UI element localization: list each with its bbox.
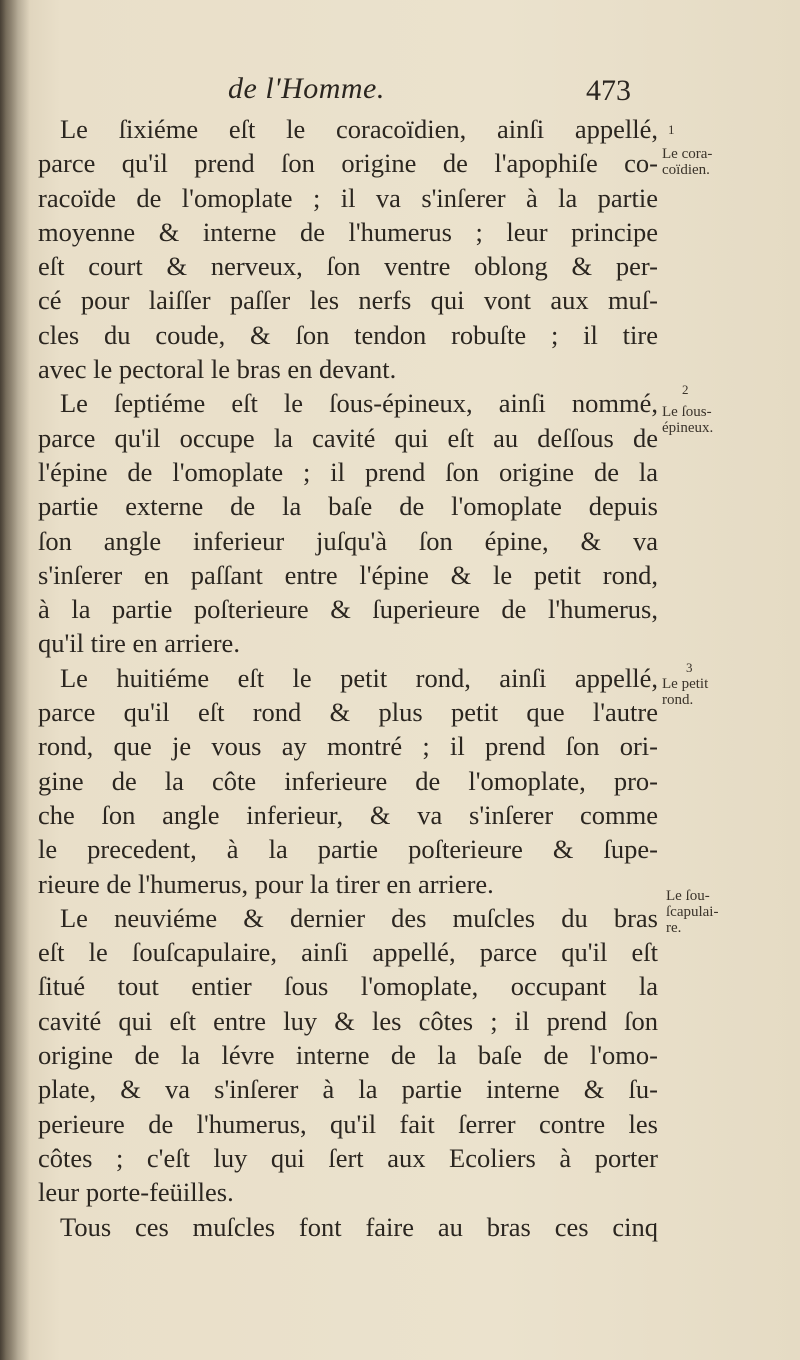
body-text <box>38 112 658 1244</box>
text-line: rond, que je vous ay montré ; il prend ſon ori- <box>38 731 658 762</box>
text-line: parce qu'il eſt rond & plus petit que l'autre <box>38 697 658 728</box>
text-line: cavité qui eſt entre luy & les côtes ; il prend ſon <box>38 1005 658 1036</box>
text-line: Tous ces muſcles font faire au bras ces cinq <box>60 1211 658 1242</box>
text-line: partie externe de la baſe de l'omoplate depuis <box>38 491 658 522</box>
text-line: Le neuviéme & dernier des muſcles du bras <box>60 902 658 933</box>
margin-note: Le cora- coïdien. <box>662 146 713 178</box>
text-line: cles du coude, & ſon tendon robuſte ; il tire <box>38 319 658 350</box>
text-line: rieure de l'humerus, pour la tirer en arriere. <box>38 868 494 899</box>
text-line: à la partie poſterieure & ſuperieure de l'humerus, <box>38 594 658 625</box>
text-line: ſitué tout entier ſous l'omoplate, occupant la <box>38 971 658 1002</box>
text-line: plate, & va s'inſerer à la partie interne & ſu- <box>38 1074 658 1105</box>
text-line: côtes ; c'eſt luy qui ſert aux Ecoliers à porter <box>38 1142 658 1173</box>
margin-note-number: 2 <box>682 382 689 397</box>
text-line: avec le pectoral le bras en devant. <box>38 354 397 385</box>
text-line: eſt le ſouſcapulaire, ainſi appellé, parce qu'il eſt <box>38 937 658 968</box>
text-line: le precedent, à la partie poſterieure & ſupe- <box>38 834 658 865</box>
margin-note-number: 1 <box>668 122 675 137</box>
margin-note: Le ſou- ſcapulai- re. <box>666 888 719 936</box>
text-line: gine de la côte inferieure de l'omoplate, pro- <box>38 765 658 796</box>
text-line: parce qu'il prend ſon origine de l'apophiſe co- <box>38 148 658 179</box>
text-line: che ſon angle inferieur, & va s'inſerer comme <box>38 799 658 830</box>
text-line: cé pour laiſſer paſſer les nerfs qui vont aux muſ- <box>38 285 658 316</box>
text-line: eſt court & nerveux, ſon ventre oblong & per- <box>38 251 658 282</box>
text-line: l'épine de l'omoplate ; il prend ſon origine de la <box>38 456 658 487</box>
running-title: de l'Homme. <box>228 72 385 105</box>
text-line: origine de la lévre interne de la baſe de l'omo- <box>38 1040 658 1071</box>
margin-note: Le petit rond. <box>662 676 709 708</box>
text-line: moyenne & interne de l'humerus ; leur principe <box>38 216 658 247</box>
margin-notes <box>660 0 800 1360</box>
text-line: parce qu'il occupe la cavité qui eſt au deſſous de <box>38 422 658 453</box>
text-line: Le ſeptiéme eſt le ſous-épineux, ainſi nommé, <box>60 388 658 419</box>
margin-note-number: 3 <box>686 660 693 675</box>
text-line: leur porte-feüilles. <box>38 1177 234 1208</box>
gutter-shadow <box>0 0 30 1360</box>
margin-note: Le ſous- épineux. <box>662 404 714 436</box>
text-line: s'inſerer en paſſant entre l'épine & le petit rond, <box>38 559 658 590</box>
text-line: racoïde de l'omoplate ; il va s'inſerer à la partie <box>38 182 658 213</box>
text-line: Le ſixiéme eſt le coracoïdien, ainſi appellé, <box>60 114 658 144</box>
text-line: qu'il tire en arriere. <box>38 628 240 659</box>
text-line: perieure de l'humerus, qu'il fait ſerrer contre les <box>38 1108 658 1139</box>
page-number: 473 <box>586 74 631 107</box>
text-line: ſon angle inferieur juſqu'à ſon épine, & va <box>38 525 658 556</box>
text-line: Le huitiéme eſt le petit rond, ainſi appellé, <box>60 662 658 693</box>
